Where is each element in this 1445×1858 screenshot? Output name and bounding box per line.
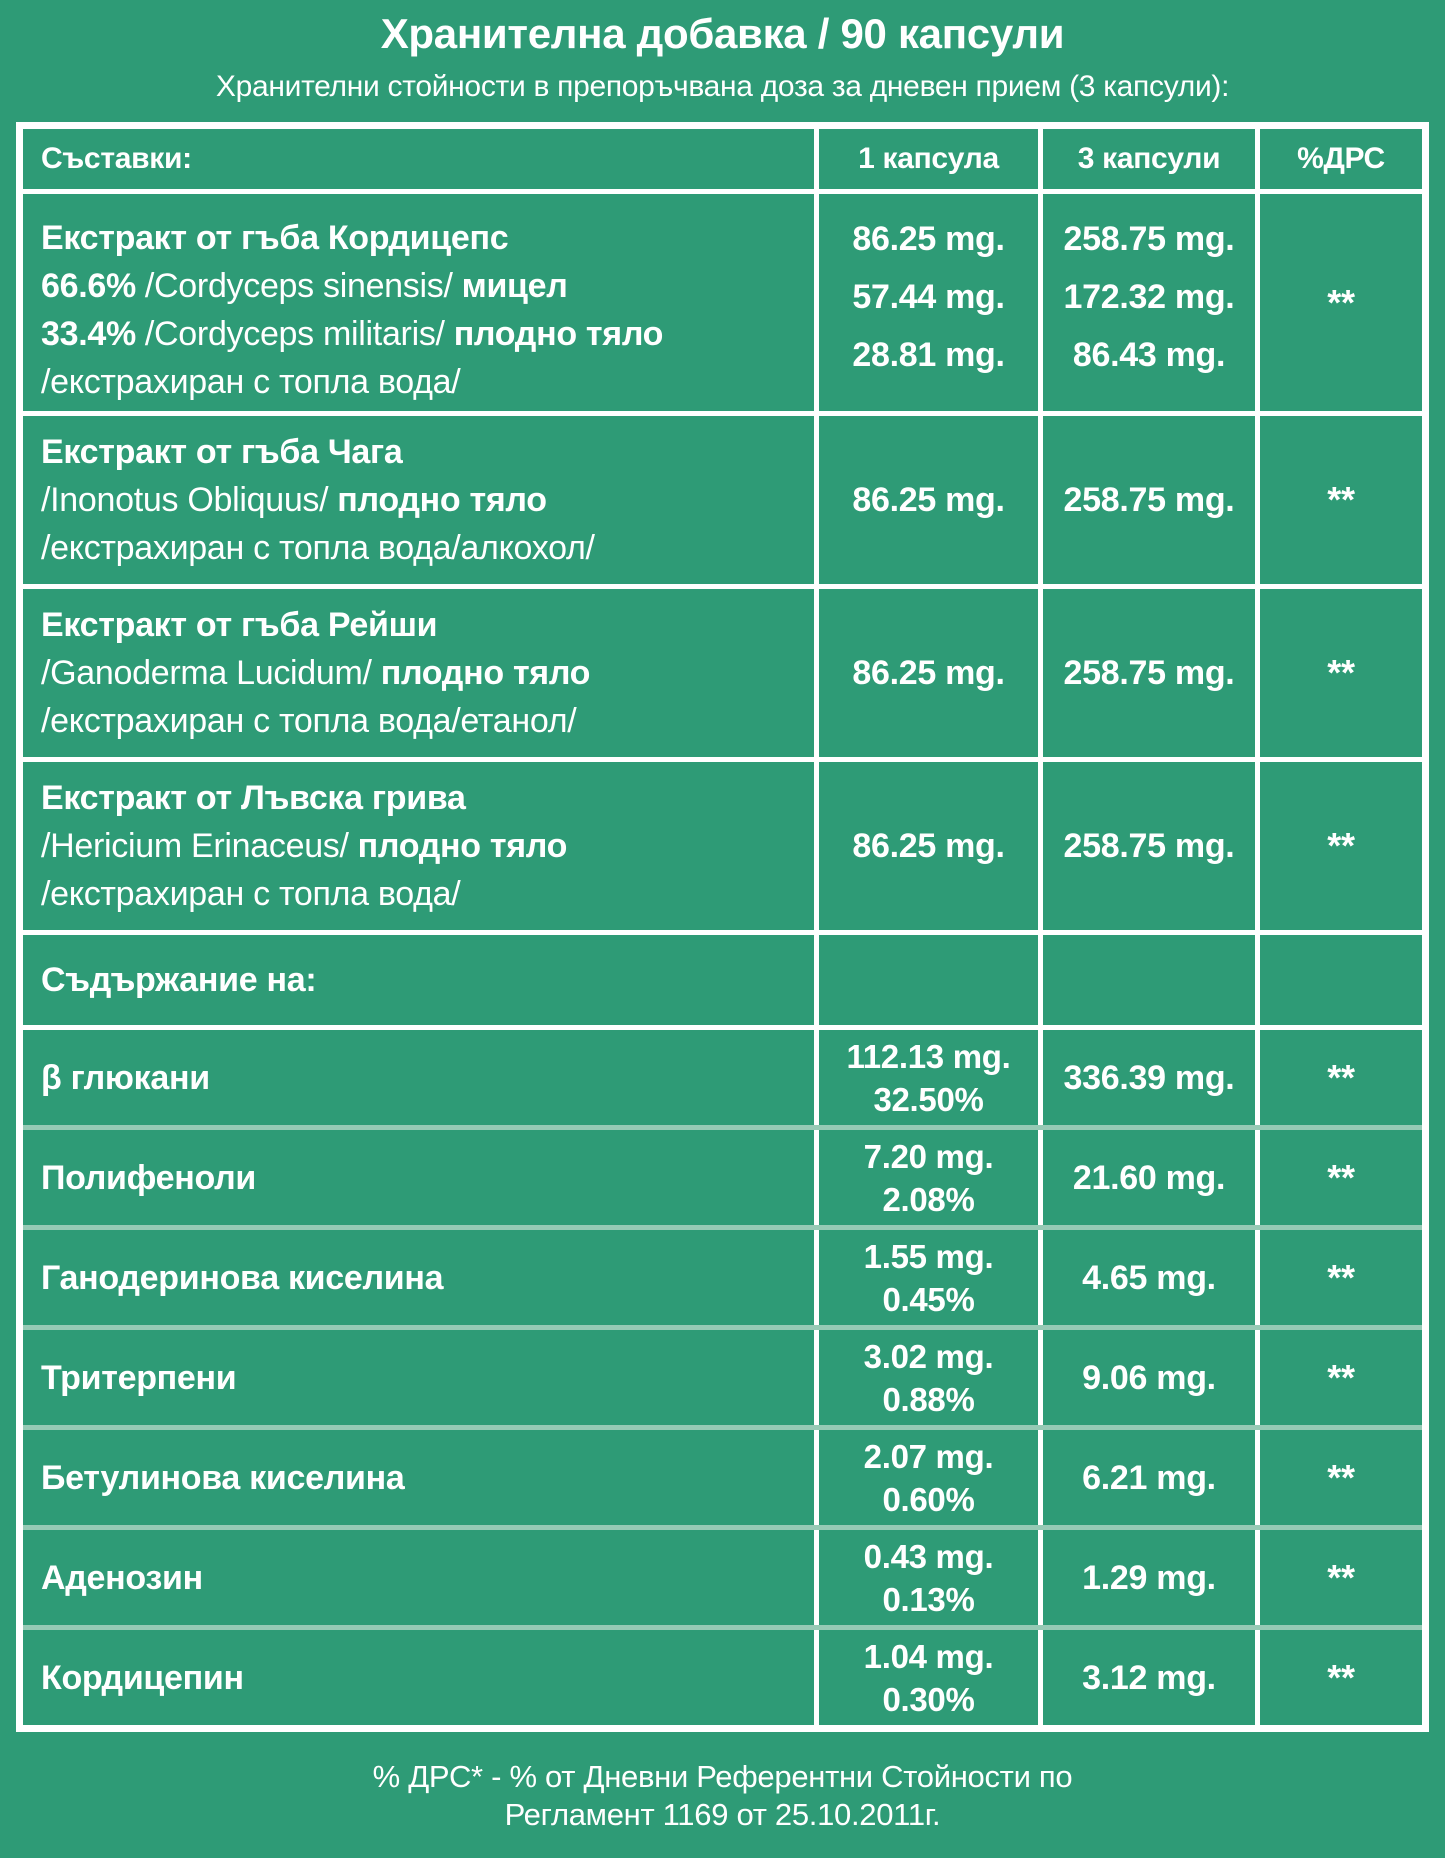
extraction-note: /екстрахиран с топла вода/ — [41, 363, 461, 401]
per-three-capsules-value: 1.29 mg. — [1082, 1558, 1216, 1597]
row-lions-mane-extract — [23, 757, 1422, 930]
part-label: плодно тяло — [337, 481, 547, 519]
per-capsule-cell — [819, 1430, 1038, 1525]
per-capsule-value: 28.81 mg. — [852, 336, 1005, 374]
per-capsule-amount: 112.13 mg. — [846, 1037, 1011, 1075]
per-capsule-amount: 0.43 mg. — [863, 1537, 994, 1575]
extraction-note: /екстрахиран с топла вода/алкохол/ — [41, 529, 595, 567]
drc-cell — [1260, 1630, 1422, 1725]
per-three-capsules-value: 258.75 mg. — [1063, 220, 1235, 258]
per-capsule-amount: 3.02 mg. — [863, 1337, 994, 1375]
drc-value: ** — [1327, 1256, 1355, 1298]
per-three-capsules-value: 172.32 mg. — [1063, 278, 1235, 316]
ingredient-title: Екстракт от гъба Кордицепс — [41, 219, 509, 257]
per-three-capsules-value: 9.06 mg. — [1082, 1358, 1216, 1397]
drc-value: ** — [1327, 479, 1355, 520]
drc-cell — [1260, 194, 1422, 411]
nutrient-name: β глюкани — [41, 1058, 210, 1097]
page-subtitle: Хранителни стойности в препоръчвана доза за дневен прием (3 капсули): — [215, 70, 1230, 103]
drc-cell — [1260, 1330, 1422, 1425]
row-reishi-extract — [23, 584, 1422, 757]
drc-value: ** — [1327, 1156, 1355, 1198]
drc-value: ** — [1327, 1356, 1355, 1398]
per-three-capsules-cell — [1043, 1130, 1255, 1225]
per-three-capsules-cell — [1043, 416, 1255, 584]
per-capsule-value: 86.25 mg. — [852, 481, 1005, 519]
per-capsule-amount: 7.20 mg. — [863, 1137, 994, 1175]
drc-cell — [1260, 1130, 1422, 1225]
page-title: Хранителна добавка / 90 капсули — [380, 10, 1065, 57]
header-ingredients-label: Съставки: — [41, 142, 192, 175]
fruit-part: плодно тяло — [453, 315, 664, 353]
mycelium-part: мицел — [461, 267, 568, 305]
row-betulinic-acid — [23, 1425, 1422, 1525]
per-capsule-cell — [819, 416, 1038, 584]
extraction-note: /екстрахиран с топла вода/ — [41, 875, 461, 913]
per-three-capsules-value: 6.21 mg. — [1082, 1458, 1216, 1497]
nutrient-name: Бетулинова киселина — [41, 1458, 405, 1497]
drc-cell — [1260, 1030, 1422, 1125]
per-capsule-cell — [819, 589, 1038, 757]
per-three-capsules-value: 21.60 mg. — [1072, 1158, 1226, 1197]
row-adenosine — [23, 1525, 1422, 1625]
row-cordyceps-extract — [23, 189, 1422, 411]
per-capsule-value: 57.44 mg. — [852, 278, 1005, 316]
per-three-capsules-value: 3.12 mg. — [1082, 1658, 1216, 1697]
ingredient-cell — [23, 1230, 814, 1325]
per-capsule-cell — [819, 1230, 1038, 1325]
per-capsule-percent: 0.60% — [882, 1480, 975, 1518]
drc-cell — [1260, 762, 1422, 930]
header-drc-cell — [1260, 129, 1422, 189]
per-three-capsules-cell — [1043, 1430, 1255, 1525]
ingredient-cell — [23, 1430, 814, 1525]
drc-cell — [1260, 1430, 1422, 1525]
ingredient-cell — [23, 194, 814, 411]
per-three-capsules-value: 4.65 mg. — [1082, 1258, 1216, 1297]
per-capsule-percent: 0.13% — [882, 1580, 975, 1618]
per-three-capsules-cell — [1043, 1330, 1255, 1425]
per-three-capsules-cell — [1043, 1530, 1255, 1625]
footer-note-line1: % ДРС* - % от Дневни Референтни Стойности по — [372, 1759, 1073, 1794]
drc-value: ** — [1327, 652, 1355, 693]
ingredient-title: Екстракт от гъба Рейши — [41, 606, 438, 644]
nutrient-name: Полифеноли — [41, 1158, 257, 1197]
latin-name: /Hericium Erinaceus/ — [41, 827, 349, 865]
per-capsule-cell — [819, 194, 1038, 411]
ingredient-cell — [23, 762, 814, 930]
per-capsule-amount: 1.55 mg. — [863, 1237, 994, 1275]
header-ingredients-cell — [23, 129, 814, 189]
per-three-capsules-value: 336.39 mg. — [1063, 1058, 1235, 1097]
section-label: Съдържание на: — [41, 961, 317, 999]
header-three-capsules-label: 3 капсули — [1077, 142, 1221, 175]
header-three-capsules-cell — [1043, 129, 1255, 189]
per-capsule-cell — [819, 935, 1038, 1025]
ingredient-cell — [23, 1330, 814, 1425]
drc-cell — [1260, 1230, 1422, 1325]
nutrient-name: Тритерпени — [41, 1358, 237, 1397]
footer-note-line2: Регламент 1169 от 25.10.2011г. — [504, 1797, 941, 1832]
part-label: плодно тяло — [380, 654, 591, 692]
nutrition-table — [16, 122, 1429, 1732]
section-label-cell — [23, 935, 814, 1025]
per-capsule-cell — [819, 1630, 1038, 1725]
per-capsule-cell — [819, 1330, 1038, 1425]
per-three-capsules-cell — [1043, 762, 1255, 930]
drc-value: ** — [1327, 281, 1355, 323]
nutrient-name: Ганодеринова киселина — [41, 1258, 444, 1297]
drc-value: ** — [1327, 1056, 1355, 1098]
per-capsule-cell — [819, 1530, 1038, 1625]
mycelium-percent: 66.6% — [41, 267, 136, 305]
per-capsule-value: 86.25 mg. — [852, 827, 1005, 865]
table-header-row — [23, 129, 1422, 189]
per-three-capsules-cell — [1043, 935, 1255, 1025]
fruit-percent: 33.4% — [41, 315, 136, 353]
per-capsule-amount: 1.04 mg. — [863, 1637, 994, 1675]
header-drc-label: %ДРС — [1297, 142, 1385, 175]
drc-cell — [1260, 1530, 1422, 1625]
per-three-capsules-cell — [1043, 1630, 1255, 1725]
ingredient-cell — [23, 1030, 814, 1125]
per-capsule-cell — [819, 1030, 1038, 1125]
extraction-note: /екстрахиран с топла вода/етанол/ — [41, 702, 577, 740]
per-capsule-percent: 0.30% — [882, 1680, 975, 1718]
per-capsule-percent: 2.08% — [882, 1180, 975, 1218]
ingredient-title: Екстракт от Лъвска грива — [41, 779, 466, 817]
row-polyphenols — [23, 1125, 1422, 1225]
ingredient-cell — [23, 416, 814, 584]
per-three-capsules-cell — [1043, 589, 1255, 757]
nutrient-name: Аденозин — [41, 1558, 203, 1597]
ingredient-cell — [23, 1130, 814, 1225]
drc-value: ** — [1327, 825, 1355, 866]
row-chaga-extract — [23, 411, 1422, 584]
ingredient-cell — [23, 1630, 814, 1725]
per-capsule-percent: 0.45% — [882, 1280, 975, 1318]
drc-value: ** — [1327, 1556, 1355, 1598]
per-capsule-percent: 0.88% — [882, 1380, 975, 1418]
per-three-capsules-value: 258.75 mg. — [1063, 654, 1235, 692]
row-contents-section — [23, 930, 1422, 1025]
nutrient-name: Кордицепин — [41, 1658, 244, 1697]
drc-cell — [1260, 416, 1422, 584]
ingredient-cell — [23, 1530, 814, 1625]
per-three-capsules-value: 86.43 mg. — [1072, 336, 1226, 374]
row-ganoderic-acid — [23, 1225, 1422, 1325]
per-capsule-value: 86.25 mg. — [852, 220, 1005, 258]
per-capsule-cell — [819, 1130, 1038, 1225]
row-beta-glucans — [23, 1025, 1422, 1125]
drc-value: ** — [1327, 1456, 1355, 1498]
latin-name: /Inonotus Obliquus/ — [41, 481, 329, 519]
per-capsule-value: 86.25 mg. — [852, 654, 1005, 692]
header-one-capsule-cell — [819, 129, 1038, 189]
drc-value: ** — [1327, 1656, 1355, 1698]
per-three-capsules-cell — [1043, 1030, 1255, 1125]
per-capsule-percent: 32.50% — [873, 1080, 984, 1118]
row-cordycepin — [23, 1625, 1422, 1725]
supplement-label — [0, 8, 1445, 1834]
drc-cell — [1260, 589, 1422, 757]
header-one-capsule-label: 1 капсула — [858, 142, 999, 175]
part-label: плодно тяло — [357, 827, 568, 865]
latin-name: /Ganoderma Lucidum/ — [41, 654, 372, 692]
row-triterpenes — [23, 1325, 1422, 1425]
per-three-capsules-cell — [1043, 194, 1255, 411]
per-three-capsules-value: 258.75 mg. — [1063, 481, 1235, 519]
drc-cell — [1260, 935, 1422, 1025]
fruit-latin-name: /Cordyceps militaris/ — [144, 315, 445, 353]
per-capsule-cell — [819, 762, 1038, 930]
per-capsule-amount: 2.07 mg. — [863, 1437, 994, 1475]
per-three-capsules-cell — [1043, 1230, 1255, 1325]
mycelium-latin-name: /Cordyceps sinensis/ — [144, 267, 453, 305]
per-three-capsules-value: 258.75 mg. — [1063, 827, 1235, 865]
ingredient-title: Екстракт от гъба Чага — [41, 433, 403, 471]
ingredient-cell — [23, 589, 814, 757]
footer-note — [0, 1758, 1445, 1834]
